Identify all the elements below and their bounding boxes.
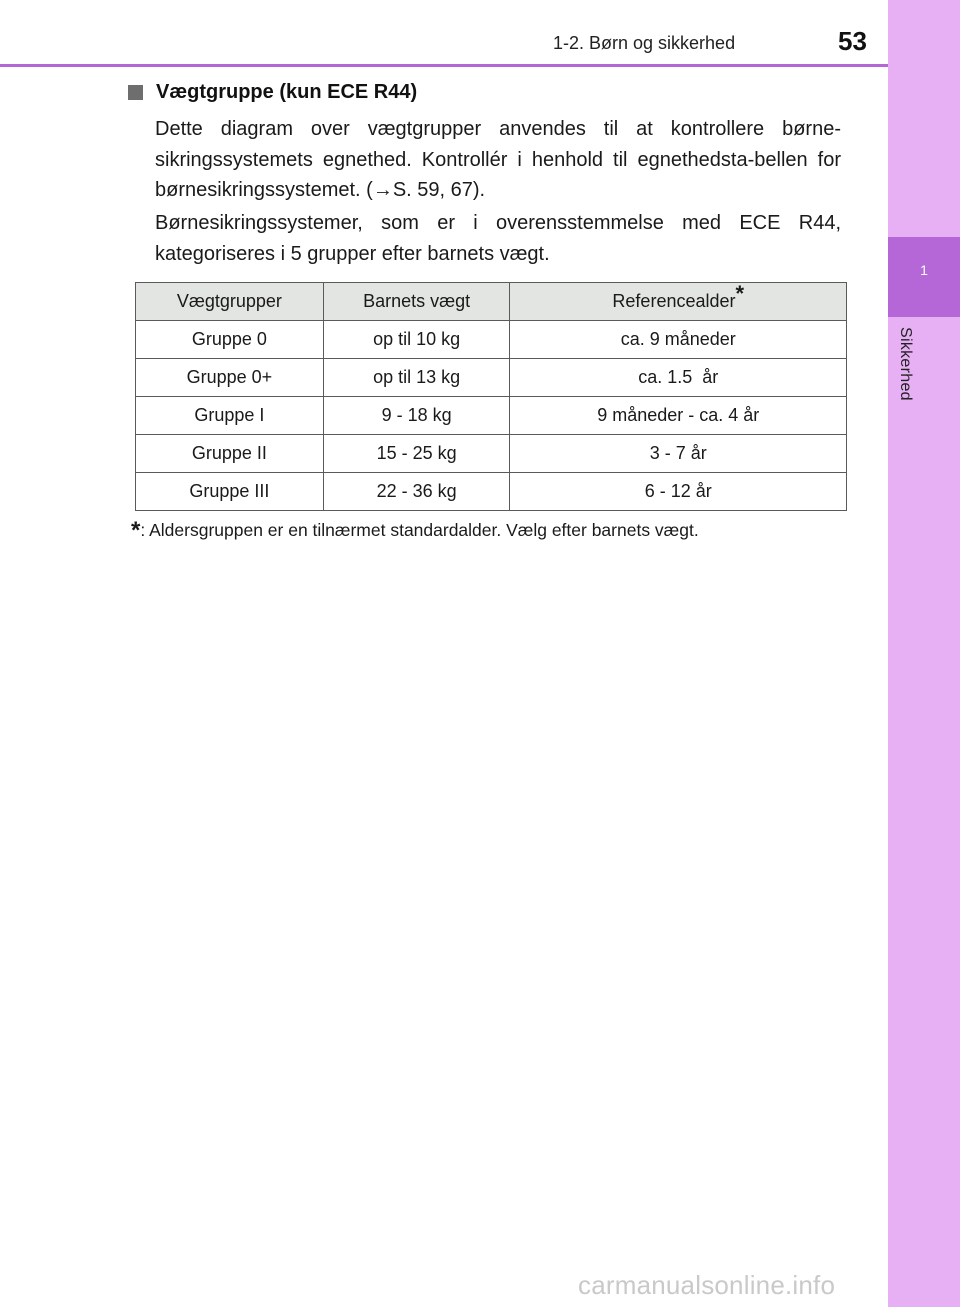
table-row xyxy=(136,397,847,435)
cell-group: Gruppe III xyxy=(136,473,324,511)
cell-weight: 15 - 25 kg xyxy=(323,435,510,473)
cell-weight: op til 10 kg xyxy=(323,321,510,359)
cell-group: Gruppe I xyxy=(136,397,324,435)
chapter-side-tab xyxy=(888,0,960,1307)
cell-group: Gruppe II xyxy=(136,435,324,473)
header-reference-age-label: Referencealder xyxy=(612,291,736,311)
page-number: 53 xyxy=(838,26,867,56)
table-row xyxy=(136,359,847,397)
cell-age: 9 måneder - ca. 4 år xyxy=(510,397,847,435)
watermark: carmanualsonline.info xyxy=(578,1270,836,1300)
table-row xyxy=(136,321,847,359)
square-bullet-icon xyxy=(128,85,143,100)
footnote-marker: * xyxy=(735,281,745,306)
intro-paragraph: Dette diagram over vægtgrupper anvendes til at kontrollere børne-sikringssystemets egnethed. Kontrollér i henhold til egnethedsta-bellen for børnesikringssystemet. (→S. 59, 67). xyxy=(155,118,841,201)
footnote-text: : Aldersgruppen er en tilnærmet standardalder. Vælg efter barnets vægt. xyxy=(140,520,699,540)
header-reference-age xyxy=(510,283,847,321)
weight-group-table xyxy=(135,282,847,511)
cell-age: ca. 9 måneder xyxy=(510,321,847,359)
header-weight-groups: Vægtgrupper xyxy=(136,283,324,321)
groups-paragraph: Børnesikringssystemer, som er i overensstemmelse med ECE R44, kategoriseres i 5 grupper efter barnets vægt. xyxy=(155,212,841,265)
header-child-weight: Barnets vægt xyxy=(323,283,510,321)
cell-weight: 22 - 36 kg xyxy=(323,473,510,511)
header-divider xyxy=(0,64,888,67)
cell-age: 3 - 7 år xyxy=(510,435,847,473)
cell-weight: op til 13 kg xyxy=(323,359,510,397)
cell-age: 6 - 12 år xyxy=(510,473,847,511)
heading-text: Vægtgruppe (kun ECE R44) xyxy=(156,81,418,103)
cell-age: ca. 1.5 år xyxy=(510,359,847,397)
chapter-number: 1 xyxy=(920,262,928,278)
table-header-row xyxy=(136,283,847,321)
section-title: 1-2. Børn og sikkerhed xyxy=(553,33,736,53)
section-heading xyxy=(128,81,417,104)
table-footnote xyxy=(131,517,699,545)
cell-group: Gruppe 0+ xyxy=(136,359,324,397)
cell-group: Gruppe 0 xyxy=(136,321,324,359)
table-row xyxy=(136,435,847,473)
chapter-label: Sikkerhed xyxy=(897,327,914,401)
cell-weight: 9 - 18 kg xyxy=(323,397,510,435)
table-row xyxy=(136,473,847,511)
footnote-star: * xyxy=(131,517,141,544)
